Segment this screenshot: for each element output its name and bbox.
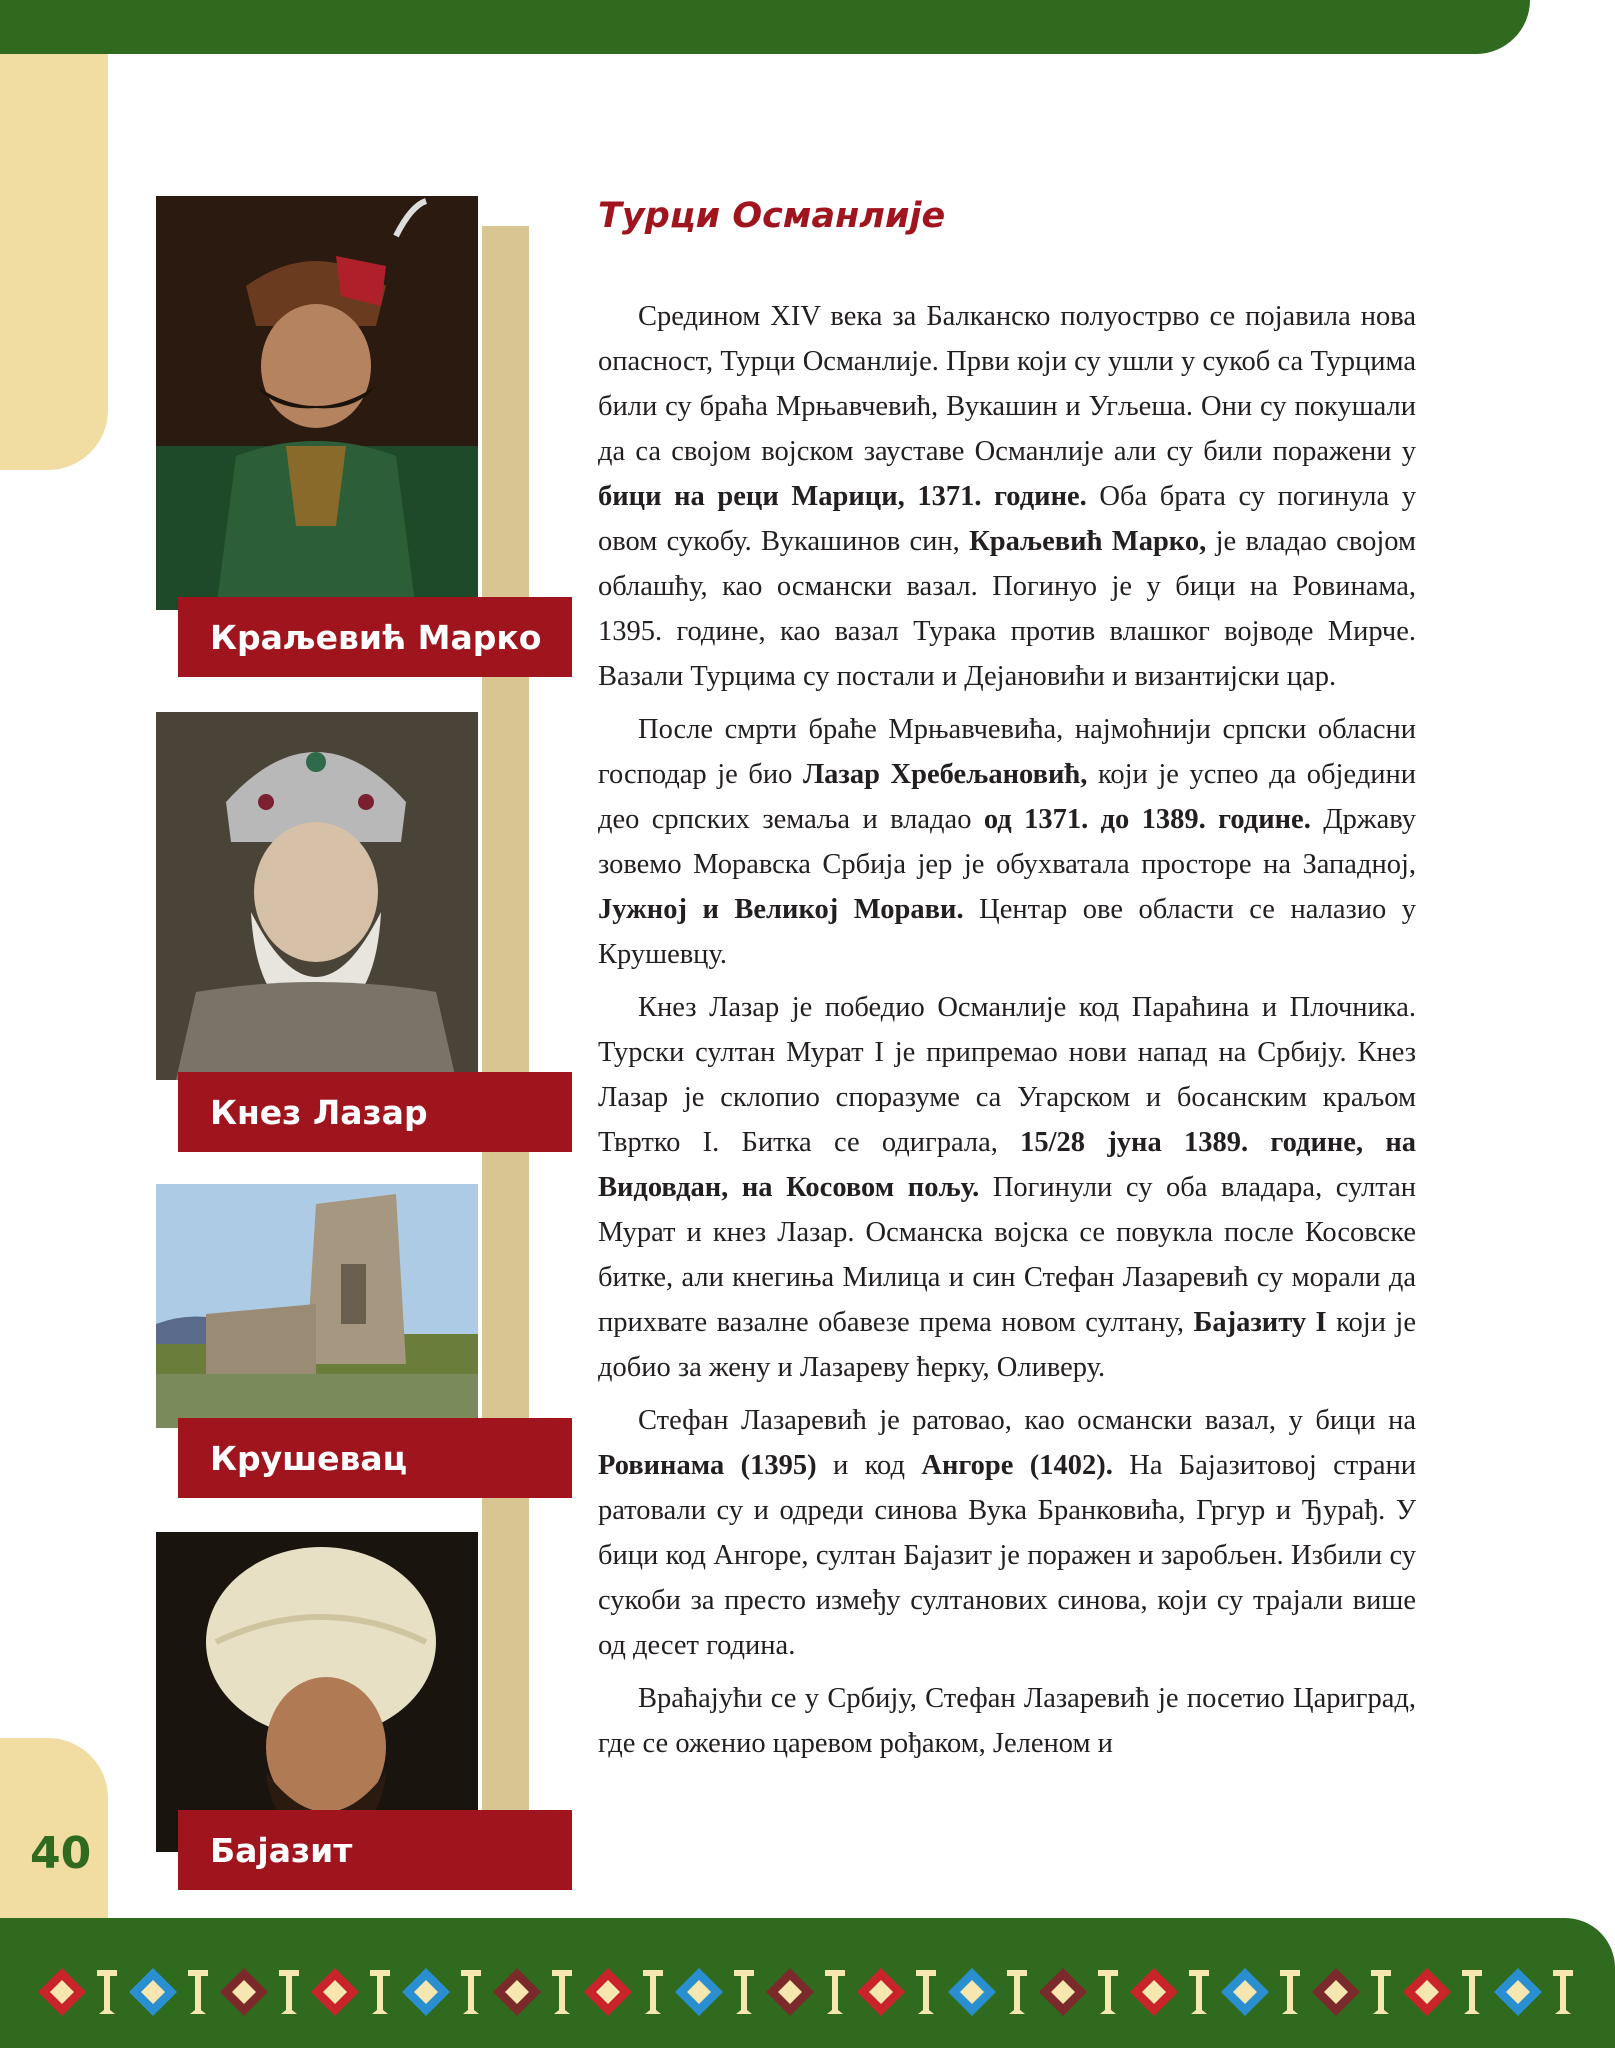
paragraph-3: Кнез Лазар је победио Османлије код Параћина и Плочника. Турски султан Мурат I је припремао нови напад на Србију. Кнез Лазар је склопио споразуме са Угарском и босанским краљом Твртко I. Битка се одиграла, 15/28 јуна 1389. године, на Видовдан, на Косовом пољу. Погинули су оба владара, султан Мурат и кнез Лазар. Османска војска се повукла после Косовске битке, али кнегиња Милица и син Стефан Лазаревић су морали да прихвате вазалне обавезе према новом султану, Бајазиту I који је добио за жену и Лазареву ћерку, Оливеру. [598,992,1416,1383]
marko-portrait [156,196,478,610]
bajazit-portrait [156,1532,478,1852]
paragraph-2: После смрти браће Мрњавчевића, најмоћнији српски обласни господар је био Лазар Хребељановић, који је успео да обједини део српских земаља и владао од 1371. до 1389. године. Државу зовемо Моравска Србија јер је обухватала просторе на Западној, Јужној и Великој Морави. Центар ове области се налазио у Крушевцу. [598,714,1417,970]
ornament-tree [916,1970,936,2014]
article-body [598,294,1416,1774]
caption-lazar: Кнез Лазар [178,1072,572,1152]
lazar-portrait [156,712,478,1080]
ornament-pattern [0,1918,1615,2048]
ornament-motif [493,1968,541,2016]
ornament-motif [1221,1968,1269,2016]
caption-bajazit: Бајазит [178,1810,572,1890]
ornament-motif [1312,1968,1360,2016]
page-number: 40 [30,1828,92,1879]
ornament-motif [311,1968,359,2016]
ornament-tree [552,1970,572,2014]
ornament-motif [584,1968,632,2016]
caption-krusevac: Крушевац [178,1418,572,1498]
ornament-tree [1371,1970,1391,2014]
ornament-motif [402,1968,450,2016]
ornament-tree [643,1970,663,2014]
ornament-motif [220,1968,268,2016]
ornament-motif [1039,1968,1087,2016]
ornament-tree [1462,1970,1482,2014]
side-tab-top [0,54,108,470]
ornament-motif [1130,1968,1178,2016]
ornament-motif [766,1968,814,2016]
ornament-motif [857,1968,905,2016]
ornament-motif [38,1968,86,2016]
ornament-tree [734,1970,754,2014]
ornament-motif [1403,1968,1451,2016]
ornament-tree [1007,1970,1027,2014]
article-title: Турци Османлије [598,196,946,236]
beige-column [482,226,529,1858]
top-green-bar [0,0,1530,54]
ornament-tree [279,1970,299,2014]
ornament-tree [1098,1970,1118,2014]
ornament-motif [129,1968,177,2016]
ornament-motif [948,1968,996,2016]
ornament-tree [825,1970,845,2014]
ornament-tree [1553,1970,1573,2014]
paragraph-5: Враћајући се у Србију, Стефан Лазаревић је посетио Цариград, где се оженио царевом рођаком, Јеленом и [598,1683,1416,1759]
ornament-tree [461,1970,481,2014]
ornament-tree [97,1970,117,2014]
bottom-ornament-band [0,1918,1615,2048]
ornament-tree [370,1970,390,2014]
ornament-tree [188,1970,208,2014]
krusevac-photo [156,1184,478,1428]
ornament-tree [1280,1970,1300,2014]
ornament-motif [1494,1968,1542,2016]
paragraph-4: Стефан Лазаревић је ратовао, као османски вазал, у бици на Ровинама (1395) и код Ангоре (1402). На Бајазитовој страни ратовали су и одреди синова Вука Бранковића, Гргур и Ђурађ. У бици код Ангоре, султан Бајазит је поражен и заробљен. Избили су сукоби за престо између султанових синова, који су трајали више од десет година. [598,1405,1416,1661]
paragraph-1: Средином XIV века за Балканско полуострво се појавила нова опасност, Турци Османлије. Први који су ушли у сукоб са Турцима били су браћа Мрњавчевић, Вукашин и Угљеша. Они су покушали да са својом војском зауставе Османлије али су били поражени у бици на реци Марици, 1371. године. Оба брата су погинула у овом сукобу. Вукашинов син, Краљевић Марко, је владао својом облашћу, као османски вазал. Погинуо је у бици на Ровинама, 1395. године, као вазал Турака против влашког војводе Мирче. Вазали Турцима су постали и Дејановићи и византијски цар. [598,301,1417,692]
ornament-tree [1189,1970,1209,2014]
ornament-motif [675,1968,723,2016]
caption-marko: Краљевић Марко [178,597,572,677]
